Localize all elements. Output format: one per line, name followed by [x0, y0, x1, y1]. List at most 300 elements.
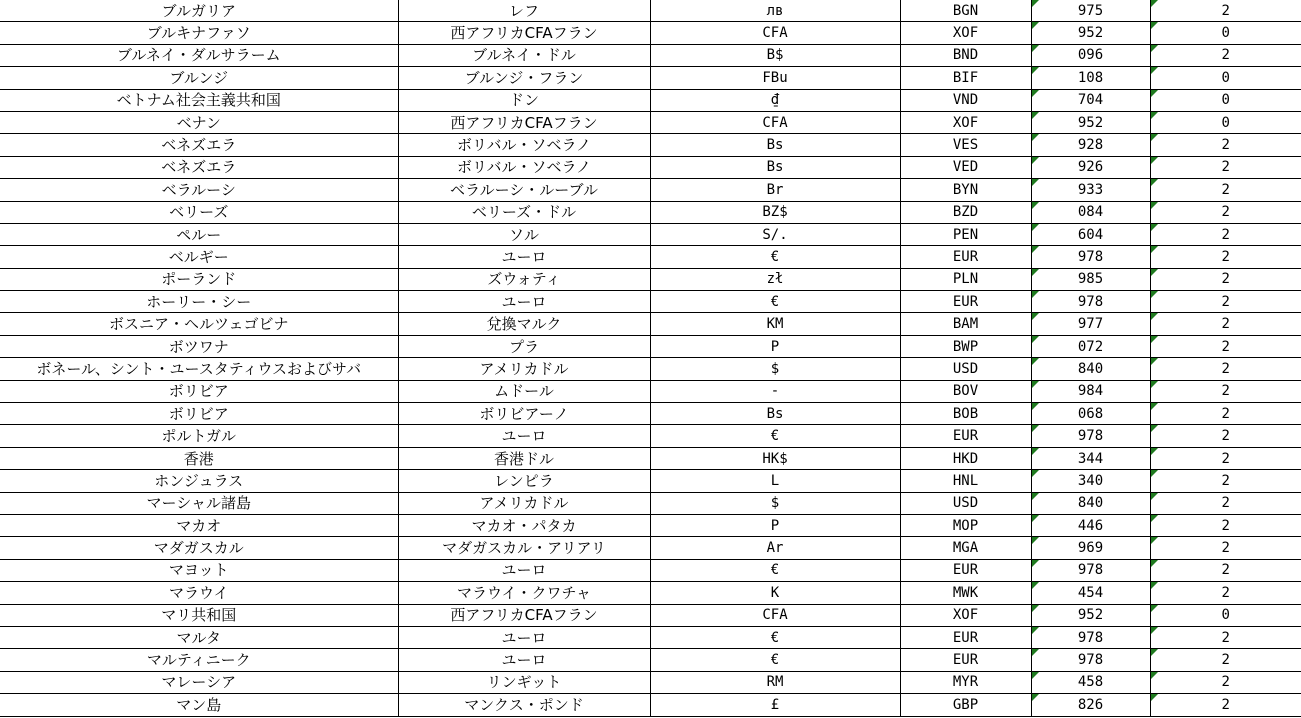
- cell-symbol[interactable]: [650, 0, 900, 22]
- cell-currency[interactable]: [398, 89, 650, 111]
- cell-code[interactable]: [900, 671, 1031, 693]
- number-as-text-indicator-icon: [1032, 649, 1039, 656]
- cell-number-text: 446: [1077, 517, 1104, 534]
- cell-number[interactable]: [1031, 179, 1150, 201]
- cell-currency-text: レンピラ: [494, 471, 554, 490]
- number-as-text-indicator-icon: [1151, 246, 1158, 253]
- cell-decimals[interactable]: [1150, 67, 1301, 89]
- cell-currency-text: マラウイ・クワチャ: [456, 583, 592, 602]
- cell-country[interactable]: [0, 514, 398, 536]
- cell-number[interactable]: [1031, 403, 1150, 425]
- cell-currency[interactable]: [398, 0, 650, 22]
- cell-decimals[interactable]: [1150, 694, 1301, 716]
- cell-number-text: 344: [1077, 450, 1104, 467]
- cell-country[interactable]: [0, 313, 398, 335]
- cell-decimals[interactable]: [1150, 179, 1301, 201]
- cell-number[interactable]: [1031, 201, 1150, 223]
- cell-currency[interactable]: [398, 201, 650, 223]
- cell-symbol-text: Bs: [766, 405, 784, 422]
- cell-code-text: USD: [952, 495, 979, 512]
- cell-country[interactable]: [0, 649, 398, 671]
- cell-country[interactable]: [0, 223, 398, 245]
- cell-country[interactable]: [0, 89, 398, 111]
- cell-code[interactable]: [900, 514, 1031, 536]
- cell-decimals[interactable]: [1150, 291, 1301, 313]
- cell-code[interactable]: [900, 492, 1031, 514]
- cell-decimals[interactable]: [1150, 403, 1301, 425]
- cell-currency-text: ボリバル・ソベラノ: [456, 136, 592, 155]
- cell-code[interactable]: [900, 223, 1031, 245]
- number-as-text-indicator-icon: [1032, 134, 1039, 141]
- cell-symbol[interactable]: [650, 537, 900, 559]
- cell-decimals[interactable]: [1150, 582, 1301, 604]
- cell-currency[interactable]: [398, 268, 650, 290]
- cell-country-text: ブルガリア: [161, 1, 236, 20]
- cell-currency-text: アメリカドル: [479, 494, 569, 513]
- cell-country-text: ポルトガル: [161, 427, 237, 446]
- cell-country[interactable]: [0, 44, 398, 66]
- cell-symbol-text: HK$: [762, 450, 788, 467]
- cell-country-text: ペルー: [176, 225, 222, 244]
- cell-number-text: 978: [1077, 428, 1104, 445]
- cell-decimals[interactable]: [1150, 470, 1301, 492]
- cell-currency[interactable]: [398, 44, 650, 66]
- cell-currency[interactable]: [398, 246, 650, 268]
- cell-currency-text: マダガスカル・アリアリ: [442, 539, 606, 558]
- cell-currency-text: マンクス・ポンド: [464, 695, 584, 714]
- cell-symbol[interactable]: [650, 470, 900, 492]
- cell-number-text: 984: [1077, 383, 1104, 400]
- cell-currency[interactable]: [398, 358, 650, 380]
- cell-country[interactable]: [0, 470, 398, 492]
- cell-code[interactable]: [900, 626, 1031, 648]
- cell-code[interactable]: [900, 559, 1031, 581]
- cell-decimals[interactable]: [1150, 335, 1301, 357]
- cell-decimals-text: 2: [1221, 517, 1230, 534]
- cell-symbol[interactable]: [650, 335, 900, 357]
- cell-symbol[interactable]: [650, 514, 900, 536]
- cell-decimals[interactable]: [1150, 111, 1301, 133]
- cell-symbol-text: P: [770, 517, 780, 534]
- cell-decimals[interactable]: [1150, 425, 1301, 447]
- cell-number[interactable]: [1031, 246, 1150, 268]
- table-row: [0, 44, 1301, 66]
- cell-number[interactable]: [1031, 358, 1150, 380]
- cell-number[interactable]: [1031, 313, 1150, 335]
- cell-number[interactable]: [1031, 67, 1150, 89]
- cell-number[interactable]: [1031, 22, 1150, 44]
- cell-number[interactable]: [1031, 604, 1150, 626]
- cell-number[interactable]: [1031, 335, 1150, 357]
- cell-decimals[interactable]: [1150, 514, 1301, 536]
- table-row: [0, 470, 1301, 492]
- cell-code[interactable]: [900, 447, 1031, 469]
- cell-country[interactable]: [0, 111, 398, 133]
- table-row: [0, 313, 1301, 335]
- cell-symbol[interactable]: [650, 582, 900, 604]
- cell-country-text: ベルギー: [168, 247, 229, 266]
- number-as-text-indicator-icon: [1032, 313, 1039, 320]
- cell-currency-text: ユーロ: [501, 628, 547, 647]
- cell-decimals[interactable]: [1150, 537, 1301, 559]
- cell-currency[interactable]: [398, 514, 650, 536]
- cell-symbol[interactable]: [650, 67, 900, 89]
- cell-currency[interactable]: [398, 649, 650, 671]
- cell-country-text: ボリビア: [168, 404, 229, 423]
- number-as-text-indicator-icon: [1032, 45, 1039, 52]
- cell-number[interactable]: [1031, 514, 1150, 536]
- cell-code[interactable]: [900, 22, 1031, 44]
- table-row: [0, 246, 1301, 268]
- number-as-text-indicator-icon: [1032, 90, 1039, 97]
- cell-number[interactable]: [1031, 291, 1150, 313]
- number-as-text-indicator-icon: [1151, 381, 1158, 388]
- cell-decimals[interactable]: [1150, 626, 1301, 648]
- cell-country[interactable]: [0, 626, 398, 648]
- cell-country[interactable]: [0, 201, 398, 223]
- cell-country-text: マヨット: [168, 561, 229, 580]
- cell-decimals[interactable]: [1150, 201, 1301, 223]
- cell-number[interactable]: [1031, 156, 1150, 178]
- cell-country-text: マレーシア: [161, 673, 237, 692]
- cell-code[interactable]: [900, 335, 1031, 357]
- cell-currency[interactable]: [398, 291, 650, 313]
- cell-number[interactable]: [1031, 649, 1150, 671]
- cell-country[interactable]: [0, 403, 398, 425]
- cell-number[interactable]: [1031, 582, 1150, 604]
- cell-code[interactable]: [900, 201, 1031, 223]
- cell-country[interactable]: [0, 246, 398, 268]
- number-as-text-indicator-icon: [1151, 336, 1158, 343]
- number-as-text-indicator-icon: [1032, 291, 1039, 298]
- cell-country[interactable]: [0, 179, 398, 201]
- cell-currency-text: ソル: [508, 225, 539, 244]
- cell-country-text: ポーランド: [161, 270, 237, 289]
- cell-code[interactable]: [900, 380, 1031, 402]
- cell-decimals[interactable]: [1150, 89, 1301, 111]
- cell-decimals[interactable]: [1150, 649, 1301, 671]
- cell-decimals-text: 2: [1221, 584, 1230, 601]
- cell-number[interactable]: [1031, 470, 1150, 492]
- cell-symbol[interactable]: [650, 201, 900, 223]
- table-row: [0, 425, 1301, 447]
- cell-currency[interactable]: [398, 604, 650, 626]
- cell-code[interactable]: [900, 582, 1031, 604]
- cell-symbol[interactable]: [650, 111, 900, 133]
- number-as-text-indicator-icon: [1151, 493, 1158, 500]
- cell-symbol-text: CFA: [762, 25, 788, 42]
- cell-country[interactable]: [0, 559, 398, 581]
- cell-decimals[interactable]: [1150, 380, 1301, 402]
- cell-code[interactable]: [900, 537, 1031, 559]
- table-row: [0, 582, 1301, 604]
- cell-number[interactable]: [1031, 537, 1150, 559]
- number-as-text-indicator-icon: [1151, 67, 1158, 74]
- cell-symbol[interactable]: [650, 89, 900, 111]
- number-as-text-indicator-icon: [1151, 649, 1158, 656]
- cell-code[interactable]: [900, 358, 1031, 380]
- cell-symbol[interactable]: [650, 559, 900, 581]
- cell-code[interactable]: [900, 694, 1031, 716]
- cell-currency[interactable]: [398, 492, 650, 514]
- cell-number-text: 454: [1077, 584, 1104, 601]
- cell-currency[interactable]: [398, 156, 650, 178]
- cell-code[interactable]: [900, 0, 1031, 22]
- cell-decimals-text: 2: [1221, 271, 1230, 288]
- cell-symbol-text: KM: [766, 316, 784, 333]
- cell-currency[interactable]: [398, 425, 650, 447]
- cell-decimals[interactable]: [1150, 447, 1301, 469]
- cell-number[interactable]: [1031, 492, 1150, 514]
- cell-country-text: ホンジュラス: [154, 471, 244, 490]
- cell-country[interactable]: [0, 22, 398, 44]
- cell-decimals[interactable]: [1150, 604, 1301, 626]
- cell-country[interactable]: [0, 291, 398, 313]
- cell-decimals-text: 2: [1221, 181, 1230, 198]
- cell-currency[interactable]: [398, 223, 650, 245]
- cell-currency[interactable]: [398, 694, 650, 716]
- cell-currency-text: 西アフリカCFAフラン: [450, 113, 598, 132]
- cell-country[interactable]: [0, 268, 398, 290]
- cell-number[interactable]: [1031, 694, 1150, 716]
- cell-number-text: 978: [1077, 562, 1104, 579]
- cell-currency-text: ベリーズ・ドル: [471, 203, 577, 222]
- cell-code-text: MGA: [952, 540, 979, 557]
- cell-symbol[interactable]: [650, 694, 900, 716]
- cell-country[interactable]: [0, 335, 398, 357]
- cell-country[interactable]: [0, 447, 398, 469]
- cell-symbol[interactable]: [650, 246, 900, 268]
- cell-code[interactable]: [900, 44, 1031, 66]
- number-as-text-indicator-icon: [1032, 112, 1039, 119]
- cell-country[interactable]: [0, 671, 398, 693]
- cell-code[interactable]: [900, 111, 1031, 133]
- cell-currency[interactable]: [398, 470, 650, 492]
- cell-currency[interactable]: [398, 134, 650, 156]
- cell-decimals[interactable]: [1150, 492, 1301, 514]
- number-as-text-indicator-icon: [1032, 22, 1039, 29]
- cell-number[interactable]: [1031, 44, 1150, 66]
- cell-symbol[interactable]: [650, 425, 900, 447]
- cell-number[interactable]: [1031, 223, 1150, 245]
- cell-symbol[interactable]: [650, 447, 900, 469]
- cell-symbol[interactable]: [650, 380, 900, 402]
- cell-symbol[interactable]: [650, 268, 900, 290]
- cell-currency[interactable]: [398, 671, 650, 693]
- cell-country[interactable]: [0, 0, 398, 22]
- cell-code-text: XOF: [952, 114, 979, 131]
- cell-currency[interactable]: [398, 403, 650, 425]
- cell-number[interactable]: [1031, 425, 1150, 447]
- cell-code[interactable]: [900, 649, 1031, 671]
- cell-number[interactable]: [1031, 0, 1150, 22]
- cell-currency[interactable]: [398, 335, 650, 357]
- cell-decimals[interactable]: [1150, 156, 1301, 178]
- number-as-text-indicator-icon: [1032, 403, 1039, 410]
- cell-symbol[interactable]: [650, 22, 900, 44]
- cell-symbol-text: B$: [766, 47, 784, 64]
- cell-currency-text: ボリビアーノ: [479, 404, 569, 423]
- cell-code[interactable]: [900, 291, 1031, 313]
- cell-symbol[interactable]: [650, 223, 900, 245]
- table-row: [0, 22, 1301, 44]
- cell-symbol-text: K: [770, 584, 780, 601]
- table-row: [0, 223, 1301, 245]
- cell-decimals-text: 2: [1221, 652, 1230, 669]
- cell-decimals-text: 2: [1221, 405, 1230, 422]
- cell-symbol[interactable]: [650, 313, 900, 335]
- cell-symbol-text: Br: [766, 181, 784, 198]
- cell-number-text: 952: [1077, 114, 1104, 131]
- cell-symbol[interactable]: [650, 44, 900, 66]
- cell-country[interactable]: [0, 492, 398, 514]
- cell-symbol-text: CFA: [762, 607, 788, 624]
- cell-decimals-text: 2: [1221, 383, 1230, 400]
- cell-code[interactable]: [900, 470, 1031, 492]
- cell-symbol-text: $: [770, 495, 780, 512]
- cell-decimals[interactable]: [1150, 268, 1301, 290]
- cell-decimals[interactable]: [1150, 44, 1301, 66]
- table-row: [0, 492, 1301, 514]
- cell-decimals-text: 2: [1221, 540, 1230, 557]
- cell-decimals[interactable]: [1150, 246, 1301, 268]
- cell-symbol[interactable]: [650, 291, 900, 313]
- number-as-text-indicator-icon: [1032, 605, 1039, 612]
- cell-country-text: ブルキナファソ: [146, 24, 251, 43]
- cell-country[interactable]: [0, 67, 398, 89]
- cell-symbol[interactable]: [650, 649, 900, 671]
- cell-number-text: 978: [1077, 293, 1104, 310]
- cell-country[interactable]: [0, 156, 398, 178]
- cell-number-text: 108: [1077, 69, 1104, 86]
- cell-number[interactable]: [1031, 268, 1150, 290]
- cell-currency[interactable]: [398, 582, 650, 604]
- cell-decimals[interactable]: [1150, 671, 1301, 693]
- cell-decimals[interactable]: [1150, 559, 1301, 581]
- number-as-text-indicator-icon: [1151, 22, 1158, 29]
- cell-code-text: XOF: [952, 25, 979, 42]
- cell-currency-text: 西アフリカCFAフラン: [450, 24, 598, 43]
- cell-decimals[interactable]: [1150, 223, 1301, 245]
- cell-symbol[interactable]: [650, 179, 900, 201]
- cell-decimals-text: 2: [1221, 562, 1230, 579]
- cell-number-text: 978: [1077, 629, 1104, 646]
- cell-code[interactable]: [900, 403, 1031, 425]
- cell-decimals[interactable]: [1150, 313, 1301, 335]
- cell-number[interactable]: [1031, 134, 1150, 156]
- cell-number[interactable]: [1031, 447, 1150, 469]
- cell-number[interactable]: [1031, 89, 1150, 111]
- cell-code-text: EUR: [952, 629, 979, 646]
- number-as-text-indicator-icon: [1032, 202, 1039, 209]
- cell-symbol[interactable]: [650, 671, 900, 693]
- cell-symbol-text: CFA: [762, 114, 788, 131]
- cell-currency[interactable]: [398, 559, 650, 581]
- cell-code[interactable]: [900, 246, 1031, 268]
- cell-number-text: 840: [1077, 495, 1104, 512]
- cell-code-text: BYN: [952, 181, 979, 198]
- cell-country[interactable]: [0, 604, 398, 626]
- cell-currency[interactable]: [398, 179, 650, 201]
- cell-decimals[interactable]: [1150, 134, 1301, 156]
- cell-currency-text: レフ: [508, 1, 539, 20]
- cell-code-text: HNL: [952, 472, 979, 489]
- cell-decimals[interactable]: [1150, 22, 1301, 44]
- number-as-text-indicator-icon: [1032, 67, 1039, 74]
- cell-symbol[interactable]: [650, 492, 900, 514]
- cell-number[interactable]: [1031, 671, 1150, 693]
- cell-symbol-text: Ar: [766, 540, 784, 557]
- cell-code[interactable]: [900, 604, 1031, 626]
- table-row: [0, 111, 1301, 133]
- cell-code[interactable]: [900, 425, 1031, 447]
- cell-decimals[interactable]: [1150, 0, 1301, 22]
- cell-country-text: マリ共和国: [161, 606, 237, 625]
- cell-symbol[interactable]: [650, 358, 900, 380]
- cell-currency[interactable]: [398, 22, 650, 44]
- cell-currency-text: リンギット: [486, 673, 562, 692]
- cell-country[interactable]: [0, 694, 398, 716]
- cell-decimals-text: 2: [1221, 360, 1230, 377]
- cell-number[interactable]: [1031, 111, 1150, 133]
- table-row: [0, 358, 1301, 380]
- cell-currency[interactable]: [398, 447, 650, 469]
- cell-currency[interactable]: [398, 537, 650, 559]
- table-row: [0, 89, 1301, 111]
- cell-number[interactable]: [1031, 380, 1150, 402]
- number-as-text-indicator-icon: [1151, 291, 1158, 298]
- cell-symbol[interactable]: [650, 156, 900, 178]
- cell-currency[interactable]: [398, 626, 650, 648]
- cell-code[interactable]: [900, 89, 1031, 111]
- cell-code[interactable]: [900, 313, 1031, 335]
- cell-currency-text: マカオ・パタカ: [471, 516, 577, 535]
- cell-code[interactable]: [900, 268, 1031, 290]
- cell-code[interactable]: [900, 67, 1031, 89]
- cell-country[interactable]: [0, 358, 398, 380]
- cell-currency[interactable]: [398, 111, 650, 133]
- cell-symbol[interactable]: [650, 134, 900, 156]
- cell-decimals[interactable]: [1150, 358, 1301, 380]
- cell-symbol-text: Bs: [766, 159, 784, 176]
- number-as-text-indicator-icon: [1032, 224, 1039, 231]
- cell-currency[interactable]: [398, 380, 650, 402]
- cell-currency[interactable]: [398, 313, 650, 335]
- number-as-text-indicator-icon: [1151, 560, 1158, 567]
- cell-decimals-text: 2: [1221, 204, 1230, 221]
- cell-currency[interactable]: [398, 67, 650, 89]
- cell-code[interactable]: [900, 134, 1031, 156]
- cell-symbol[interactable]: [650, 403, 900, 425]
- table-row: [0, 201, 1301, 223]
- cell-country[interactable]: [0, 380, 398, 402]
- cell-number-text: 084: [1077, 204, 1104, 221]
- cell-country[interactable]: [0, 134, 398, 156]
- cell-number[interactable]: [1031, 559, 1150, 581]
- cell-country[interactable]: [0, 425, 398, 447]
- cell-country-text: ボツワナ: [168, 337, 229, 356]
- cell-symbol[interactable]: [650, 604, 900, 626]
- cell-currency-text: 兌換マルク: [486, 315, 562, 334]
- cell-symbol-text: BZ$: [762, 204, 788, 221]
- cell-code[interactable]: [900, 156, 1031, 178]
- cell-country[interactable]: [0, 537, 398, 559]
- cell-number[interactable]: [1031, 626, 1150, 648]
- cell-currency-text: ユーロ: [501, 561, 547, 580]
- cell-symbol[interactable]: [650, 626, 900, 648]
- cell-country[interactable]: [0, 582, 398, 604]
- cell-code[interactable]: [900, 179, 1031, 201]
